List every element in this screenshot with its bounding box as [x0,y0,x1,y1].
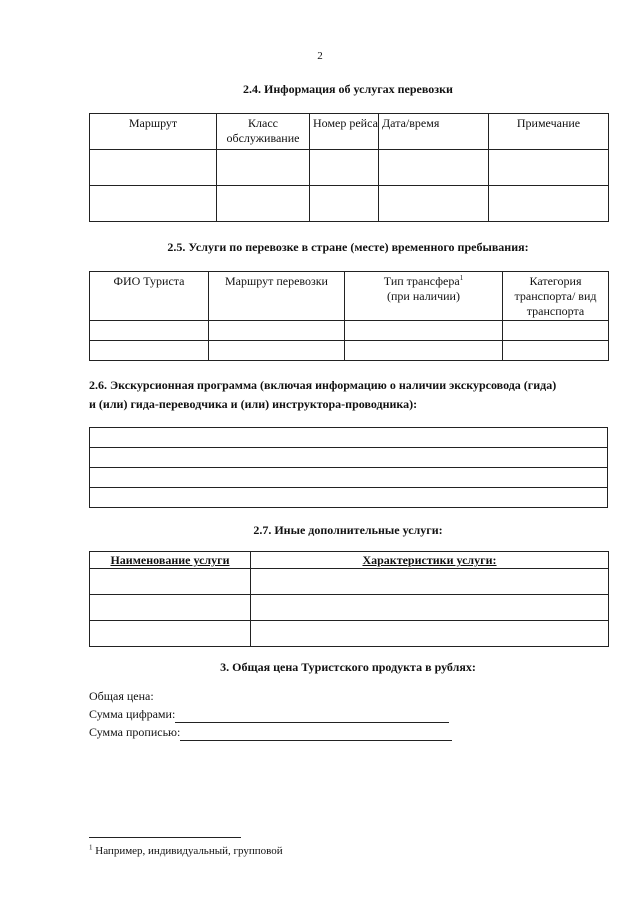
col-date-time: Дата/время [379,114,489,150]
table-row [90,321,609,341]
section-2-4-title: 2.4. Информация об услугах перевозки [243,82,453,96]
section-2-6-title: 2.6. Экскурсионная программа (включая информацию о наличии экскурсовода (гида) и (или) гида-переводчика и (или) инструктора-проводника): [89,378,557,411]
table-row [90,186,609,222]
col-service-class: Класс обслуживание [217,114,310,150]
footnote-text: Например, индивидуальный, групповой [95,845,283,857]
col-note: Примечание [489,114,609,150]
table-row [90,448,608,468]
additional-services-table [89,551,609,647]
sum-in-words-label: Сумма прописью: [89,725,181,739]
sum-in-digits-field[interactable] [175,709,449,723]
total-price-label: Общая цена: [89,689,154,703]
table-row [90,428,608,448]
sum-in-words-field[interactable] [180,727,452,741]
footnote [89,845,283,857]
table-row [90,621,609,647]
col-service-name: Наименование услуги [90,552,251,569]
col-flight-number: Номер рейса [310,114,379,150]
sum-in-digits-label: Сумма цифрами: [89,707,176,721]
col-route: Маршрут [90,114,217,150]
section-2-5-title: 2.5. Услуги по перевозке в стране (месте) временного пребывания: [167,240,529,254]
col-transport-category: Категория транспорта/ вид транспорта [503,272,609,321]
col-service-characteristics: Характеристики услуги: [251,552,609,569]
section-3-title: 3. Общая цена Туристского продукта в рублях: [220,660,476,674]
col-transport-route: Маршрут перевозки [209,272,345,321]
transport-services-table [89,113,609,222]
sum-in-words-row [89,723,452,741]
table-row [90,468,608,488]
excursion-program-table [89,427,608,508]
footnote-mark: 1 [89,843,93,852]
page-number: 2 [317,50,323,62]
col-transfer-type: Тип трансфера$^1$ (при наличии) [345,272,503,321]
table-row [90,341,609,361]
local-transport-table [89,271,609,361]
sum-in-digits-row [89,705,449,723]
table-row [90,488,608,508]
table-row [90,595,609,621]
footnote-ref: 1 [459,274,464,282]
footnote-divider [89,837,241,838]
table-row [90,569,609,595]
table-row [90,150,609,186]
section-2-7-title: 2.7. Иные дополнительные услуги: [253,523,443,537]
col-tourist-name: ФИО Туриста [90,272,209,321]
